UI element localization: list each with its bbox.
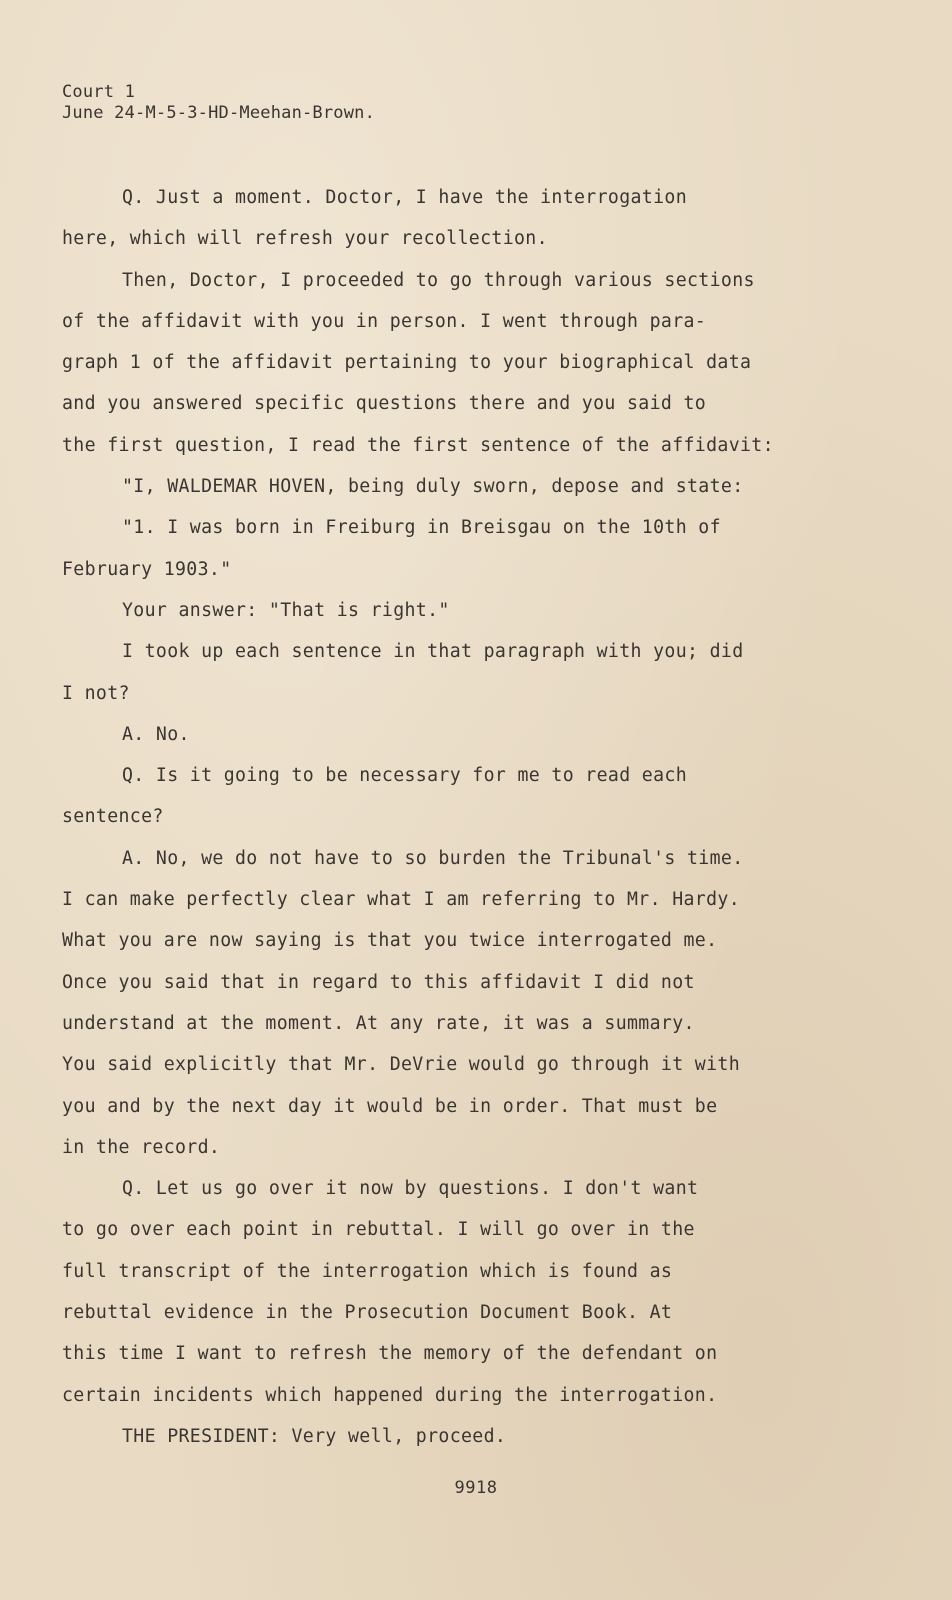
- transcript-line: Q. Is it going to be necessary for me to read each: [122, 765, 687, 787]
- transcript-line: THE PRESIDENT: Very well, proceed.: [122, 1425, 507, 1447]
- transcript-line: I not?: [62, 682, 130, 704]
- transcript-line: this time I want to refresh the memory of the defendant on: [62, 1343, 718, 1365]
- transcript-line: February 1903.": [62, 558, 232, 580]
- transcript-line: I took up each sentence in that paragraph with you; did: [122, 641, 744, 663]
- court-label: Court 1: [62, 82, 136, 102]
- transcript-line: Your answer: "That is right.": [122, 599, 450, 621]
- document-header: [62, 82, 375, 124]
- transcript-line: full transcript of the interrogation which is found as: [62, 1260, 673, 1282]
- transcript-line: here, which will refresh your recollection.: [62, 228, 548, 250]
- transcript-line: Q. Let us go over it now by questions. I don't want: [122, 1178, 699, 1200]
- transcript-line: "1. I was born in Freiburg in Breisgau on the 10th of: [122, 517, 721, 539]
- transcript-line: the first question, I read the first sentence of the affidavit:: [62, 434, 774, 456]
- transcript-line: graph 1 of the affidavit pertaining to your biographical data: [62, 352, 752, 374]
- transcript-line: A. No.: [122, 723, 190, 745]
- transcript-line: to go over each point in rebuttal. I will go over in the: [62, 1219, 695, 1241]
- transcript-line: A. No, we do not have to so burden the Tribunal's time.: [122, 847, 744, 869]
- transcript-line: What you are now saying is that you twice interrogated me.: [62, 930, 718, 952]
- transcript-line: understand at the moment. At any rate, it was a summary.: [62, 1012, 695, 1034]
- transcript-line: certain incidents which happened during the interrogation.: [62, 1384, 718, 1406]
- transcript-line: Once you said that in regard to this affidavit I did not: [62, 971, 695, 993]
- transcript-line: you and by the next day it would be in order. That must be: [62, 1095, 718, 1117]
- transcript-line: and you answered specific questions there and you said to: [62, 393, 707, 415]
- transcript-line: "I, WALDEMAR HOVEN, being duly sworn, depose and state:: [122, 476, 744, 498]
- transcript-line: Then, Doctor, I proceeded to go through various sections: [122, 269, 755, 291]
- transcript-body: [62, 177, 822, 1457]
- transcript-line: I can make perfectly clear what I am referring to Mr. Hardy.: [62, 889, 740, 911]
- transcript-line: Q. Just a moment. Doctor, I have the interrogation: [122, 187, 687, 208]
- transcript-line: rebuttal evidence in the Prosecution Document Book. At: [62, 1302, 673, 1324]
- transcript-line: You said explicitly that Mr. DeVrie would go through it with: [62, 1054, 740, 1076]
- session-label: June 24-M-5-3-HD-Meehan-Brown.: [62, 103, 376, 123]
- page-number: 9918: [454, 1478, 498, 1498]
- transcript-line: in the record.: [62, 1136, 221, 1158]
- transcript-line: sentence?: [62, 806, 164, 828]
- transcript-line: of the affidavit with you in person. I went through para-: [62, 310, 707, 332]
